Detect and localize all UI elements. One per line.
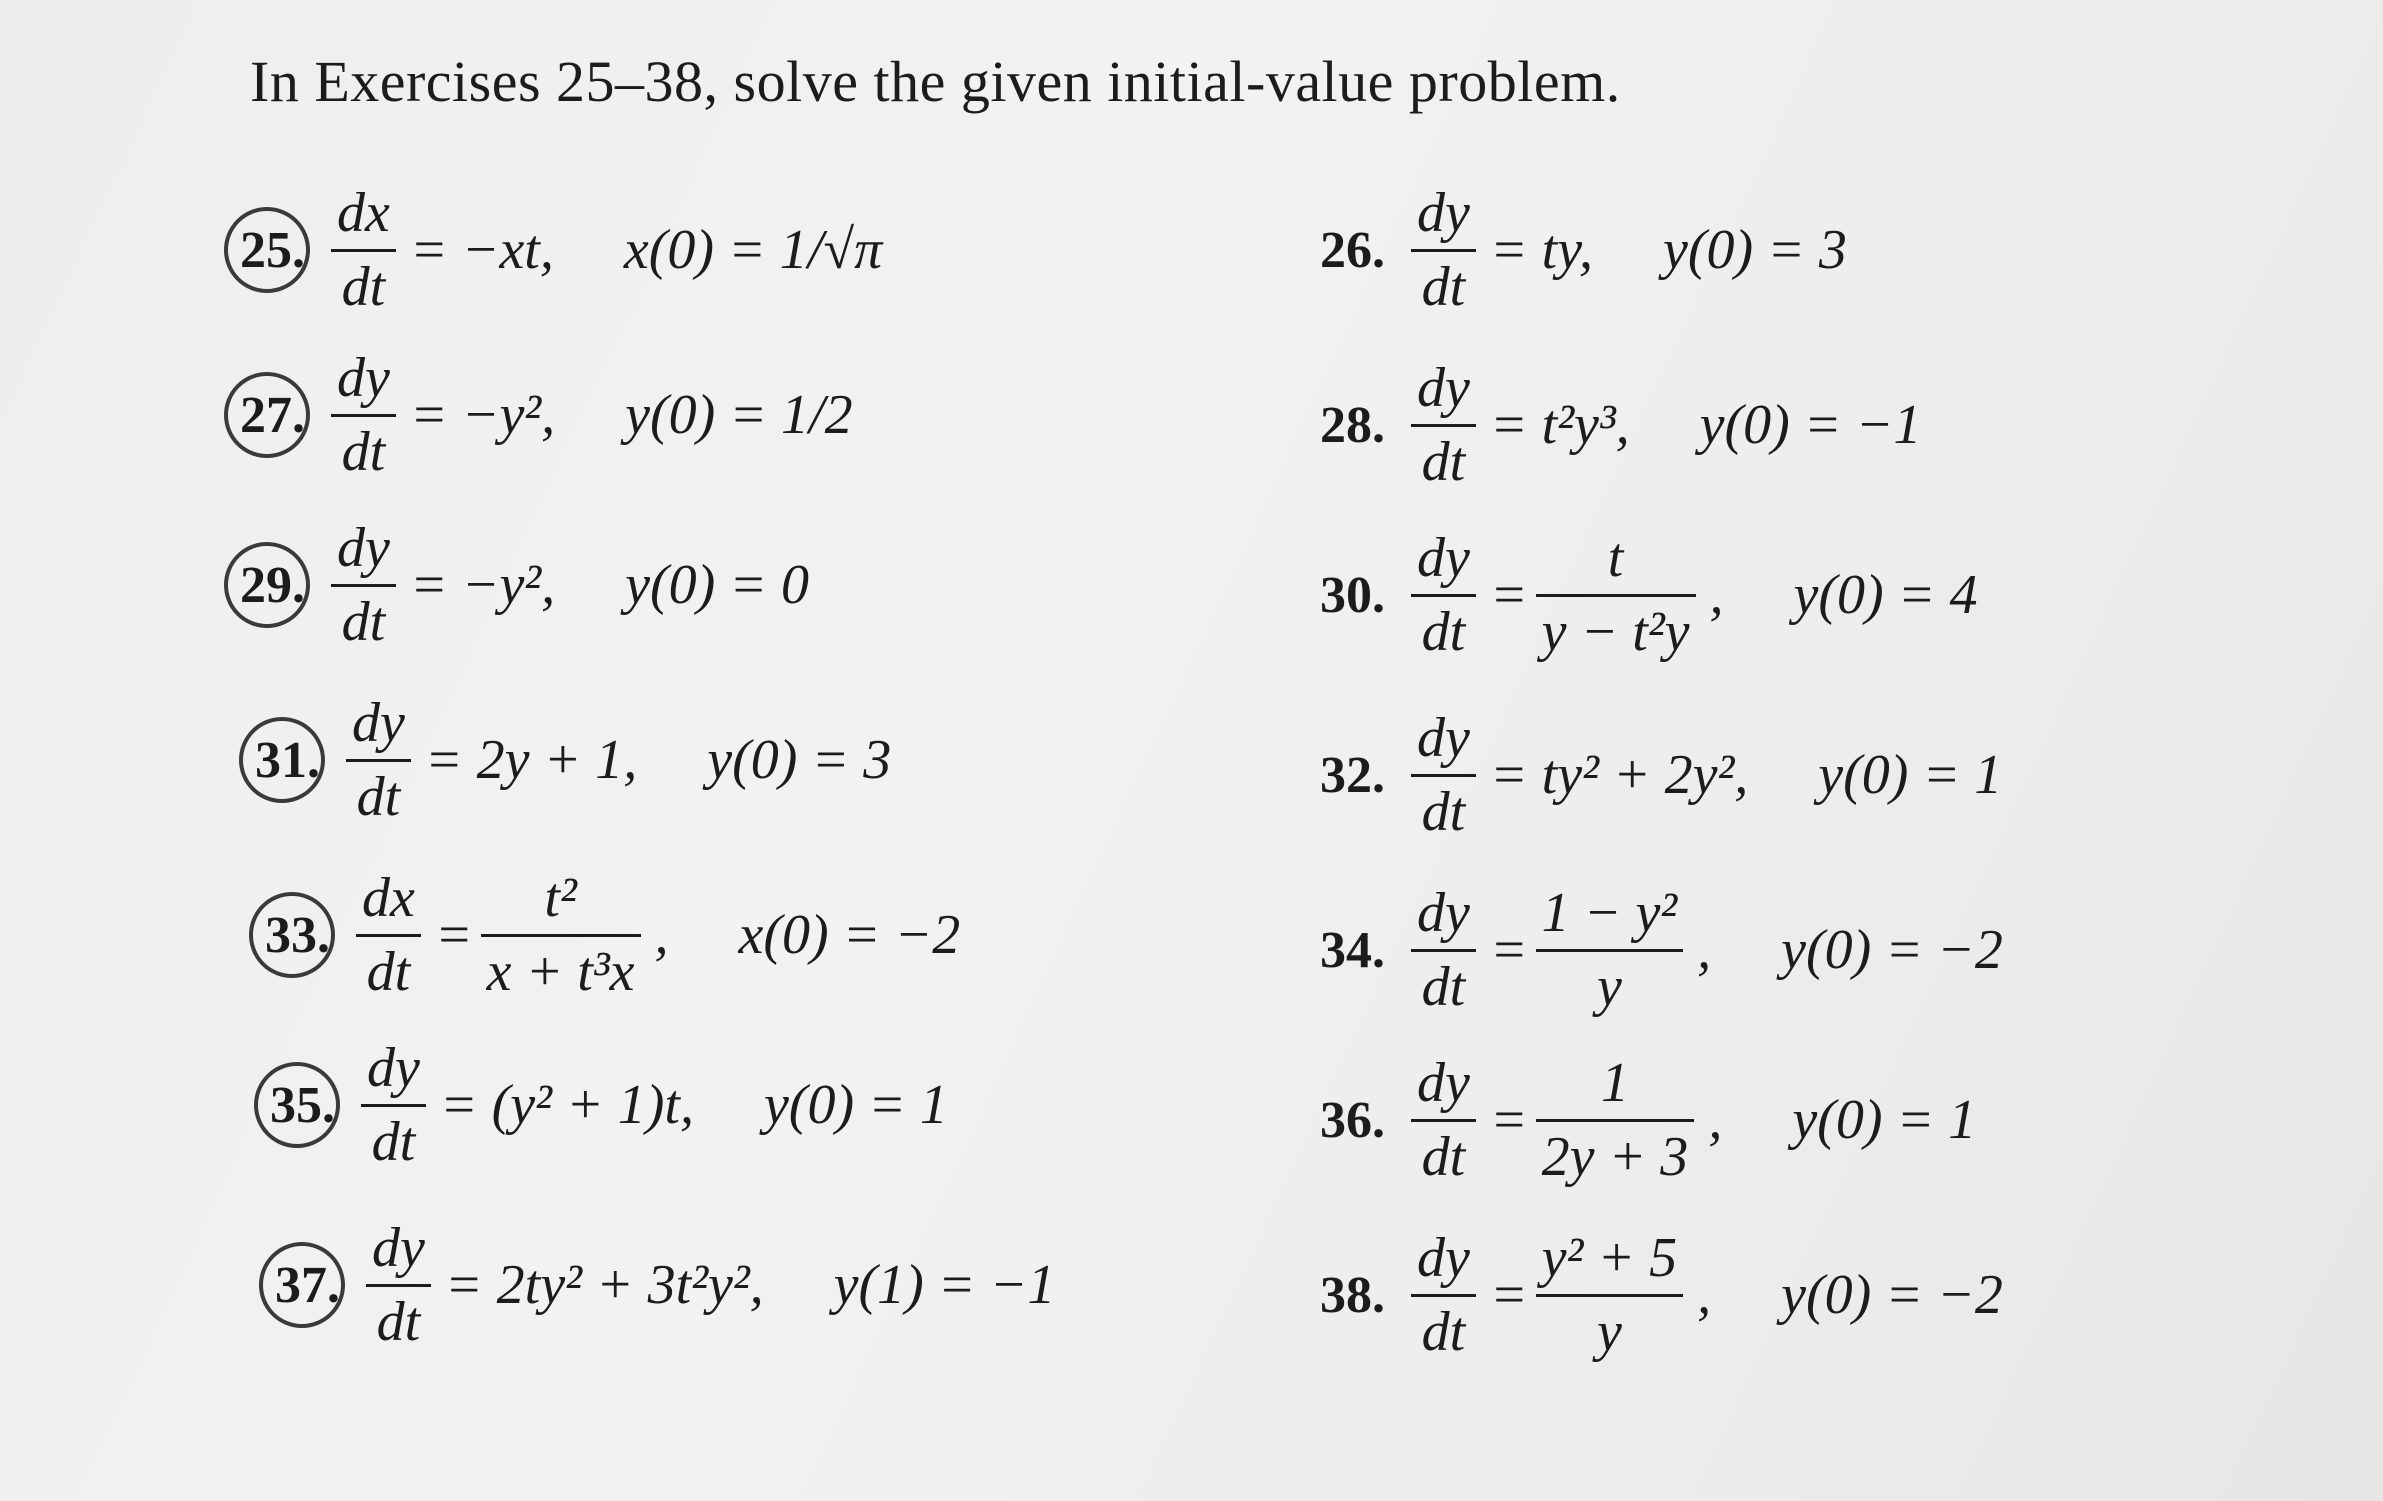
exercise-number: 38. (1320, 1266, 1385, 1324)
pen-circle-mark (224, 372, 310, 458)
rhs-fraction: $\frac{t}{\text{y − t²y}}$ (1536, 529, 1696, 662)
exercise-number: 32. (1320, 746, 1385, 804)
rhs-fraction: $\frac{\text{y² + 5}}{y}$ (1536, 1229, 1683, 1362)
exercise-33 (265, 865, 960, 1005)
comma: , (1709, 564, 1724, 626)
rhs-fraction: $\frac{\text{1 − y²}}{y}$ (1536, 884, 1683, 1017)
initial-condition: x(0) = 1/√π (623, 219, 883, 281)
exercise-number: 36. (1320, 1091, 1385, 1149)
equation-rhs: = −xt, (409, 219, 554, 281)
exercise-number: 34. (1320, 921, 1385, 979)
initial-condition: y(0) = 1/2 (625, 384, 853, 446)
exercise-number: 37. (275, 1256, 340, 1315)
initial-condition: y(0) = 3 (1662, 219, 1847, 281)
pen-circle-mark (239, 717, 325, 803)
equals-sign: = (434, 904, 473, 966)
exercise-34 (1320, 880, 2003, 1020)
derivative-fraction: $\frac{dy}{dt}$ (1411, 529, 1476, 662)
exercise-number: 28. (1320, 396, 1385, 454)
derivative-fraction: $\frac{dy}{dt}$ (361, 1039, 426, 1172)
exercise-number: 25. (240, 221, 305, 280)
derivative-fraction: $\frac{dy}{dt}$ (346, 694, 411, 827)
equals-sign: = (1489, 1089, 1528, 1151)
initial-condition: y(0) = 0 (625, 554, 810, 616)
exercise-35 (270, 1035, 948, 1175)
derivative-fraction: $\frac{dy}{dt}$ (366, 1219, 431, 1352)
equation-rhs: = ty² + 2y², (1489, 744, 1749, 806)
initial-condition: y(0) = 1 (763, 1074, 948, 1136)
derivative-fraction: $\frac{dx}{dt}$ (356, 869, 421, 1002)
exercise-number: 35. (270, 1076, 335, 1135)
derivative-fraction: $\frac{dy}{dt}$ (1411, 709, 1476, 842)
page-title: In Exercises 25–38, solve the given initial-value problem. (250, 49, 1621, 114)
initial-condition: y(0) = 3 (707, 729, 892, 791)
pen-circle-mark (254, 1062, 340, 1148)
exercise-27 (240, 345, 853, 485)
exercise-number: 27. (240, 386, 305, 445)
exercise-32 (1320, 705, 2002, 845)
equation-rhs: = (y² + 1)t, (439, 1074, 694, 1136)
derivative-fraction: $\frac{dy}{dt}$ (331, 519, 396, 652)
exercise-number: 31. (255, 731, 320, 790)
exercise-25 (240, 180, 882, 320)
exercise-31 (255, 690, 891, 830)
initial-condition: y(0) = 1 (1818, 744, 2003, 806)
comma: , (1697, 919, 1712, 981)
exercise-number: 26. (1320, 221, 1385, 279)
pen-circle-mark (249, 892, 335, 978)
derivative-fraction: $\frac{dy}{dt}$ (1411, 359, 1476, 492)
derivative-fraction: $\frac{dy}{dt}$ (1411, 1229, 1476, 1362)
exercise-number: 29. (240, 556, 305, 615)
equation-rhs: = −y², (409, 384, 556, 446)
initial-condition: y(1) = −1 (833, 1254, 1056, 1316)
exercise-number: 30. (1320, 566, 1385, 624)
pen-circle-mark (259, 1242, 345, 1328)
equation-rhs: = −y², (409, 554, 556, 616)
initial-condition: x(0) = −2 (738, 904, 961, 966)
equation-rhs: = t²y³, (1489, 394, 1630, 456)
comma: , (1697, 1264, 1712, 1326)
derivative-fraction: $\frac{dy}{dt}$ (1411, 184, 1476, 317)
equals-sign: = (1489, 564, 1528, 626)
initial-condition: y(0) = −1 (1699, 394, 1922, 456)
initial-condition: y(0) = 4 (1793, 564, 1978, 626)
rhs-fraction: $\frac{1}{2y + 3}$ (1536, 1054, 1695, 1187)
initial-condition: y(0) = −2 (1781, 919, 2003, 981)
initial-condition: y(0) = 1 (1792, 1089, 1977, 1151)
exercise-29 (240, 515, 809, 655)
exercise-38 (1320, 1225, 2003, 1365)
rhs-fraction: $\frac{\text{t²}}{\text{x + t³x}}$ (481, 869, 641, 1002)
equals-sign: = (1489, 1264, 1528, 1326)
derivative-fraction: $\frac{dy}{dt}$ (1411, 1054, 1476, 1187)
exercise-number: 33. (265, 906, 330, 965)
equation-rhs: = 2y + 1, (424, 729, 638, 791)
initial-condition: y(0) = −2 (1781, 1264, 2003, 1326)
equation-rhs: = 2ty² + 3t²y², (444, 1254, 764, 1316)
comma: , (1708, 1089, 1723, 1151)
equation-rhs: = ty, (1489, 219, 1593, 281)
exercise-30 (1320, 525, 1977, 665)
exercise-36 (1320, 1050, 1976, 1190)
derivative-fraction: $\frac{dy}{dt}$ (1411, 884, 1476, 1017)
equals-sign: = (1489, 919, 1528, 981)
exercise-26 (1320, 180, 1847, 320)
pen-circle-mark (224, 207, 310, 293)
pen-circle-mark (224, 542, 310, 628)
derivative-fraction: $\frac{dy}{dt}$ (331, 349, 396, 482)
derivative-fraction: $\frac{dx}{dt}$ (331, 184, 396, 317)
exercise-37 (275, 1215, 1055, 1355)
comma: , (654, 904, 669, 966)
exercise-28 (1320, 355, 1921, 495)
